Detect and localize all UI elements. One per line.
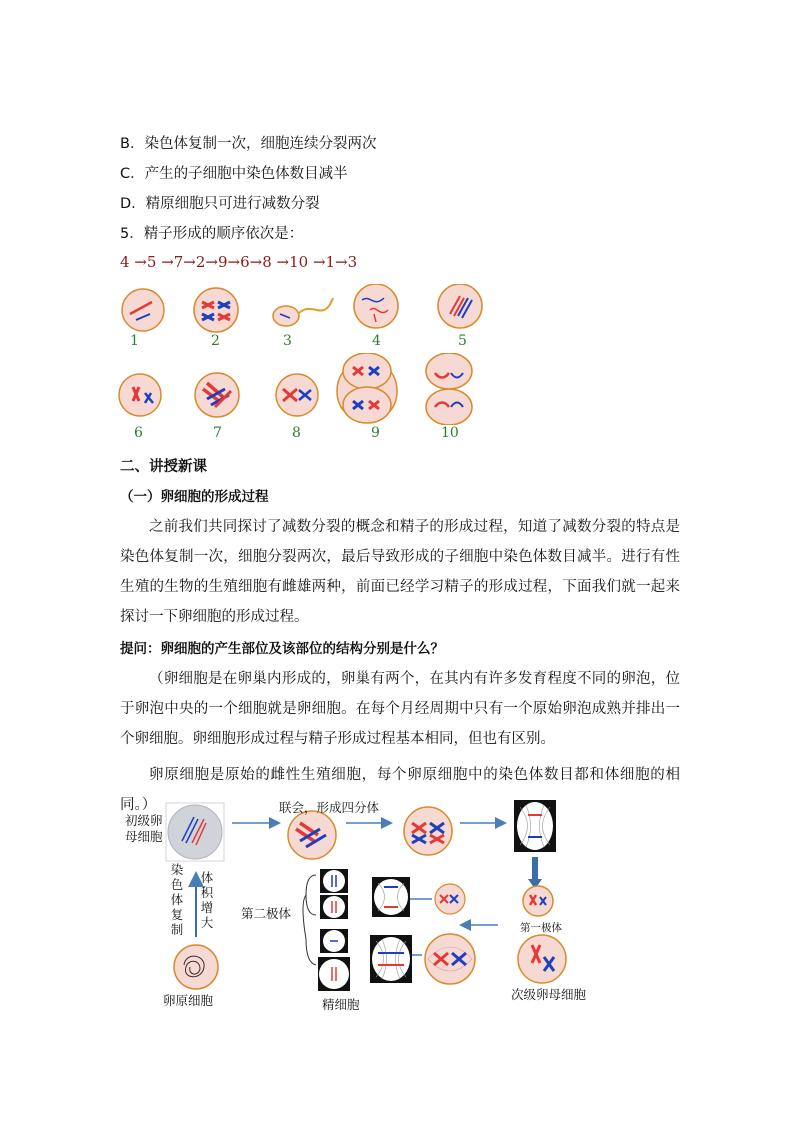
secondary-oocyte-cell xyxy=(518,935,566,983)
label-replicate: 染色体复制 xyxy=(170,862,184,937)
tetrad-cell xyxy=(288,811,336,859)
stage-7-cell xyxy=(195,373,239,417)
subsection-heading: （一）卵细胞的形成过程 xyxy=(120,489,269,505)
label-1: 1 xyxy=(130,333,139,349)
stage-9-cell xyxy=(337,353,397,423)
second-polar-body-bottom xyxy=(320,895,348,919)
paragraph-1: 之前我们共同探讨了减数分裂的概念和精子的形成过程，知道了减数分裂的特点是染色体复制一次，细胞分裂两次，最后导致形成的子细胞中染色体数目减半。进行有性生殖的生物的生殖细胞有雌雄两种，前面已经学习精子的形成过程，下面我们就一起来探讨一下卵细胞的形成过程。 xyxy=(120,519,680,625)
polar-body-metaphase-cell xyxy=(435,884,465,914)
label-2: 2 xyxy=(211,333,220,349)
sperm-stages-row1 xyxy=(118,284,498,346)
label-5: 5 xyxy=(458,333,467,349)
oogonium-cell xyxy=(174,945,218,989)
question-5: 5．精子形成的顺序依次是： xyxy=(120,226,304,242)
sperm-sequence: 4 →5 →7→2→9→6→8 →10 →1→3 xyxy=(120,253,358,271)
label-7: 7 xyxy=(213,425,222,441)
label-10: 10 xyxy=(441,425,459,441)
stage-10-cell xyxy=(426,353,472,425)
option-b: B．染色体复制一次，细胞连续分裂两次 xyxy=(120,136,377,152)
metaphase-cell xyxy=(404,807,452,855)
anaphase-cell xyxy=(514,800,556,852)
sperm-stages-row2 xyxy=(115,353,485,425)
stage-1-cell xyxy=(122,289,164,331)
label-primary-oocyte: 初级卵母细胞 xyxy=(125,813,163,844)
stage-2-cell xyxy=(194,288,238,332)
label-first-polar: 第一极体 xyxy=(520,922,562,934)
second-polar-body-lower xyxy=(320,929,348,953)
first-polar-body-cell xyxy=(523,886,553,916)
paragraph-3: 卵原细胞是原始的雌性生殖细胞，每个卵原细胞中的染色体数目都和体细胞的相同。） xyxy=(120,767,680,813)
label-grow: 体积增大 xyxy=(200,870,214,930)
label-6: 6 xyxy=(134,425,143,441)
question-text: 提问：卵细胞的产生部位及该部位的结构分别是什么？ xyxy=(120,641,444,657)
label-8: 8 xyxy=(292,425,301,441)
option-d: D．精原细胞只可进行减数分裂 xyxy=(120,196,320,212)
stage-4-cell xyxy=(354,284,398,328)
secondary-oocyte-anaphase-cell xyxy=(370,935,412,983)
second-polar-body-top xyxy=(320,869,348,893)
label-ovum: 精细胞 xyxy=(322,997,360,1012)
polar-body-anaphase-cell xyxy=(372,877,410,917)
secondary-oocyte-metaphase-cell xyxy=(425,934,475,984)
stage-6-cell xyxy=(119,374,161,416)
label-9: 9 xyxy=(371,425,380,441)
primary-oocyte-cell xyxy=(166,803,224,861)
label-oogonium: 卵原细胞 xyxy=(163,993,214,1008)
paragraph-2: （卵细胞是在卵巢内形成的，卵巢有两个，在其内有许多发育程度不同的卵泡，位于卵泡中央的一个细胞就是卵细胞。在每个月经周期中只有一个原始卵泡成熟并排出一个卵细胞。卵细胞形成过程与精子形成过程基本相同，但也有区别。 xyxy=(120,671,680,747)
stage-5-cell xyxy=(438,284,482,328)
label-4: 4 xyxy=(372,333,381,349)
section-heading: 二、讲授新课 xyxy=(120,459,207,475)
stage-3-sperm xyxy=(273,298,333,326)
label-secondary-oocyte: 次级卵母细胞 xyxy=(511,987,587,1002)
label-second-polar: 第二极体 xyxy=(241,906,292,921)
ovum-cell xyxy=(318,957,350,991)
label-3: 3 xyxy=(283,333,292,349)
label-synapsis: 联会，形成四分体 xyxy=(279,800,380,815)
stage-8-cell xyxy=(276,374,318,416)
option-c: C．产生的子细胞中染色体数目减半 xyxy=(120,166,348,182)
